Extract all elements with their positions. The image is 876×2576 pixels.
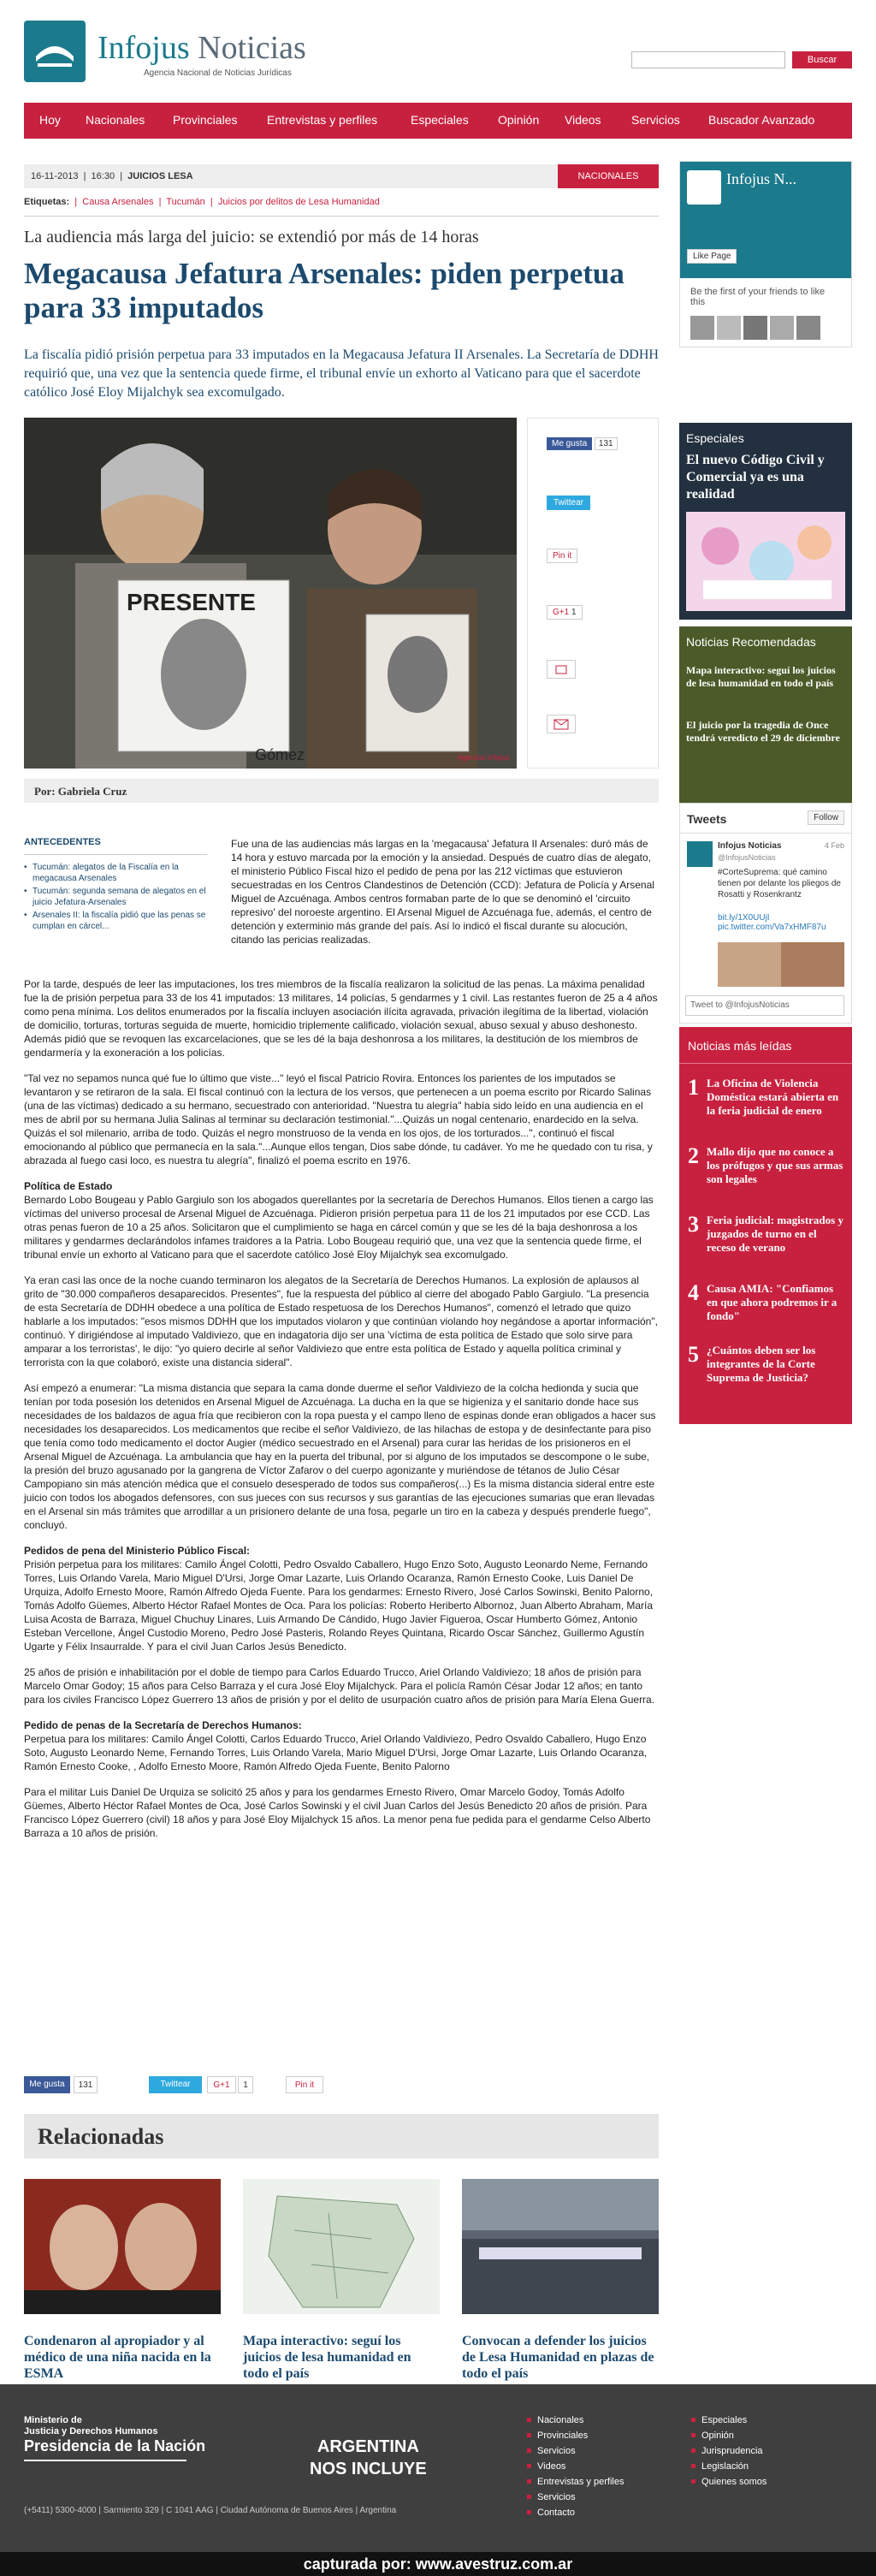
body-paragraph: Pedido de penas de la Secretaría de Derechos Humanos: Perpetua para los militares: Camilo Ángel Colotti, Carlos Eduardo Trucco, Ariel Orlando Valdiviezo, Pedro Osvaldo Caballero, Hugo Enzo Soto, Augusto Leonardo Neme, Fernando Torres, Luis Orlando Varela, Mario Miguel D'Ursi, Jorge Omar Lazarte, Luis Orlando Ocaranza, Ramón Ernesto Cooke, , Adolfo Ernesto Moore, Ramón Alfredo Ojeda Fuente, Benito Palorno <box>24 1719 648 1772</box>
logo-icon[interactable] <box>24 21 86 82</box>
gplus-button[interactable]: G+1 <box>207 2076 236 2093</box>
search-button[interactable]: Buscar <box>792 51 852 68</box>
email-icon[interactable] <box>547 715 576 733</box>
facebook-like-page-button[interactable]: Like Page <box>687 249 737 264</box>
antecedentes-title: ANTECEDENTES <box>24 837 207 855</box>
section-heading: Pedidos de pena del Ministerio Público Fiscal: <box>24 1545 251 1557</box>
especiales-label: Especiales <box>686 431 744 445</box>
article-body <box>24 977 659 1852</box>
body-paragraph: "Tal vez no sepamos nunca qué fue lo último que viste..." leyó el fiscal Patricio Rovira. Entonces los parientes de los imputados se levantaron y se retiraron de la sala. El fiscal continuó con la lectura de los versos, que pertenecen a un poema escrito por Ricardo Salinas (una de las víctimas) dedicado a su hermano, secuestrado con anterioridad. "Nuestra tu alegría" había sido leído en una audiencia en el mes de abril por su hermana Julia Salinas al terminar su declaración testimonial."...Quizás un nogal centenario, enardecido en la selva. Quizás el sol milenario, arriba de todo. Quizás el negro monstruoso de la venda en los ojos, de los torturados...", continuó el fiscal emocionando al público que permanecía en la sala."...Aunque ellos tengan, Dios sabe dónde, tu cadáver. Yo me he quedado con tu risa, y abrazada al fuego casi loco, es nuestra tu alegría", finalizó el poema escrito en 1976. <box>24 1072 653 1166</box>
related-thumbnail[interactable] <box>243 2179 440 2314</box>
tag-link[interactable]: Causa Arsenales <box>82 197 154 207</box>
divider <box>680 833 851 834</box>
fb-like-button[interactable]: Me gusta 131 <box>547 439 618 448</box>
nav-opinion[interactable]: Opinión <box>498 113 540 127</box>
article-body-intro: Fue una de las audiencias más largas en la 'megacausa' Jefatura II Arsenales: duró más de 14 hora y estuvo marcada por la emoción y la ansiedad. Después de cuatro días de alegato, el ministerio Público Fiscal hizo el pedido de pena por las 212 víctimas que estuvieron secuestradas en los Centros Clandestinos de Detención (CCD): Jefatura de Policía y Arsenal Miguel de Azcuénaga. Ambos centros formaban parte de lo que se denominó el 'circuito represivo' del noroeste argentino. El Arsenal Miguel de Azcuénaga fue, además, el centro de detención y exterminio más grande del país. Así lo indicó el fiscal durante su alocución, citando las pericias realizadas. <box>231 838 654 946</box>
section-heading: Pedido de penas de la Secretaría de Derechos Humanos: <box>24 1719 302 1731</box>
mas-leidas-label: Noticias más leídas <box>688 1039 792 1053</box>
especiales-widget[interactable] <box>679 423 852 620</box>
facebook-page-name[interactable]: Infojus N... <box>726 170 796 187</box>
photo-name-text: Gómez <box>255 746 305 763</box>
related-title[interactable]: Condenaron al apropiador y al médico de una niña nacida en la ESMA <box>24 2334 211 2381</box>
facebook-avatar <box>687 170 721 205</box>
section-heading: Política de Estado <box>24 1180 113 1192</box>
nav-nacionales[interactable]: Nacionales <box>86 113 145 127</box>
nav-servicios[interactable]: Servicios <box>631 113 680 127</box>
especiales-title[interactable]: El nuevo Código Civil y Comercial ya es una realidad <box>686 453 825 502</box>
tags-label: Etiquetas: <box>24 197 70 207</box>
pinterest-button[interactable]: Pin it <box>286 2076 323 2093</box>
body-paragraph: Para el militar Luis Daniel De Urquiza se solicitó 25 años y para los gendarmes Ernesto Rivero, Omar Marcelo Godoy, Tomás Adolfo Güemes, Alberto Héctor Rafael Montes de Oca, José Carlos Sowinski y el civil Juan Carlos del Jesús Benedicto 20 años de prisión. Para Francisco López Guerrero (civil) 18 años y para José Eloy Mijalchyck 15 años. La menor pena fue pedida para el gendarme Celso Alberto Barraza a 10 años de prisión. <box>24 1786 651 1839</box>
facebook-friends <box>690 316 841 341</box>
share-bar-bottom <box>24 2076 659 2095</box>
related-header: Relacionadas <box>24 2114 659 2158</box>
author-byline: Por: Gabriela Cruz <box>24 779 659 803</box>
print-icon[interactable] <box>547 660 576 679</box>
article-title: Megacausa Jefatura Arsenales: piden perpetua para 33 imputados <box>24 257 624 324</box>
photo-sign-text: PRESENTE <box>127 589 256 615</box>
photo-credit: Agencia Infojus <box>457 753 510 762</box>
footer-link[interactable]: Jurisprudencia <box>691 2446 766 2456</box>
footer-link[interactable]: Servicios <box>527 2446 624 2456</box>
footer-link[interactable]: Nacionales <box>527 2415 624 2425</box>
tweet-handle[interactable]: @InfojusNoticias <box>718 853 776 862</box>
footer-links-col-a <box>527 2415 624 2523</box>
tweet-to-input[interactable]: Tweet to @InfojusNoticias <box>685 995 844 1016</box>
footer-link[interactable]: Provinciales <box>527 2431 624 2441</box>
footer-link[interactable]: Servicios <box>527 2492 624 2502</box>
article-kicker: La audiencia más larga del juicio: se extendió por más de 14 horas <box>24 228 479 246</box>
mas-leidas-widget: Noticias más leídas 1 La Oficina de Violencia Doméstica estará abierta en la feria judicial de enero 2 Mallo dijo que no conoce a los prófugos y que sus armas son legales 3 Feria judicial: magistrados y juzgados de turno en el receso de verano 4 Causa AMIA: "Confiamos en que ahora podremos ir a fondo" 5 ¿Cuántos deben ser los integrantes de la Corte Suprema de Justicia? <box>679 1027 852 1424</box>
tag-link[interactable]: Juicios por delitos de Lesa Humanidad <box>217 197 380 207</box>
nav-buscador-avanzado[interactable]: Buscador Avanzado <box>708 113 815 127</box>
related-title[interactable]: Convocan a defender los juicios de Lesa Humanidad en plazas de todo el país <box>462 2334 654 2381</box>
tweet-link[interactable]: bit.ly/1X0UUjI pic.twitter.com/Va7xHMF87u <box>718 913 826 932</box>
section-badge[interactable]: NACIONALES <box>558 164 659 188</box>
fb-like-button[interactable]: Me gusta <box>24 2076 70 2093</box>
footer-links-col-b <box>691 2415 766 2492</box>
footer-link[interactable]: Especiales <box>691 2415 766 2425</box>
footer-link[interactable]: Legislación <box>691 2461 766 2472</box>
recomendadas-widget <box>679 626 852 804</box>
footer-link[interactable]: Videos <box>527 2461 624 2472</box>
footer-address: (+5411) 5300-4000 | Sarmiento 329 | C 1041 AAG | Ciudad Autónoma de Buenos Aires | Argentina <box>24 2506 397 2515</box>
body-paragraph: Política de Estado Bernardo Lobo Bougeau y Pablo Gargiulo son los abogados querellantes por la secretaría de Derechos Humanos. Ellos tienen a cargo las víctimas del universo procesal de Arsenal Miguel de Azcuénaga. Pidieron prisión perpetua para 11 de los 21 imputados por ese CCD. Las otras penas fueron de 10 a 25 años. Solicitaron que el cumplimiento se haga en cárcel común y que se les dé la baja deshonrosa a los militares y gendarmes declarándolos infames traidores a la Patria. Lobo Bougeau requirió que, una vez que la sentencia quede firme, el tribunal envíe un exhorto al Vaticano para que el sacerdote católico José Eloy Mijalchyk sea excomulgado. <box>24 1180 654 1261</box>
article-meta: 16-11-2013 | 16:30 | JUICIOS LESA <box>31 171 193 181</box>
antecedentes-link[interactable]: • Tucumán: segunda semana de alegatos en el juicio Jefatura-Arsenales <box>24 886 207 908</box>
body-paragraph: 25 años de prisión e inhabilitación por el doble de tiempo para Carlos Eduardo Trucco, Ariel Orlando Valdiviezo; 18 años de prisión para Marcelo Omar Godoy; 15 años para Celso Barraza y el cura José Eloy Mijalchyck. Para el policía Ramón César Jodar 12 años; en tanto para los civiles Francisco López Guerrero 13 años de prisión y por el delito de usurpación cuatro años de prisión para María Elena Guerra. <box>24 1666 655 1706</box>
related-thumbnail[interactable] <box>462 2179 659 2314</box>
related-item[interactable] <box>24 2179 221 2382</box>
related-title[interactable]: Mapa interactivo: seguí los juicios de lesa humanidad en todo el país <box>243 2334 411 2381</box>
footer-link[interactable]: Contacto <box>527 2508 624 2518</box>
related-item[interactable] <box>243 2179 440 2382</box>
article-photo <box>24 418 517 769</box>
footer-link[interactable]: Quienes somos <box>691 2477 766 2487</box>
recomendadas-label: Noticias Recomendadas <box>686 635 816 649</box>
antecedentes-link[interactable]: • Arsenales II: la fiscalía pidió que las penas se cumplan en cárcel... <box>24 910 207 932</box>
twitter-widget <box>679 803 852 1024</box>
gplus-button[interactable]: G+1 1 <box>547 605 583 620</box>
share-sidebar <box>527 418 659 769</box>
especiales-image[interactable] <box>686 512 845 611</box>
tweet-date: 4 Feb <box>824 841 844 850</box>
body-paragraph: Así empezó a enumerar: "La misma distancia que separa la cama donde duerme el señor Valdiviezo de la colcha hedionda y sucia que tenían por toda posesión los detenidos en Arsenal Miguel de Azcuénaga. La ducha en la que se higieniza y el sanitario donde hace sus necesidades de los baldazos de agua fría que recibieron con la ropa puesta y el campo lleno de espinas donde eran obligados a hacer sus necesidades los desaparecidos. Los medicamentos que recibe el señor Valdiviezo, de las hilachas de estopa y de desinfectante para piso que tenía como todo medicamento el doctor Augier (médico secuestrado en el Arsenal) para curar las heridas de los prisioneros en el Arsenal Miguel de Azcuénaga. La ambulancia que hay en la puerta del tribunal, por si alguno de los imputados se descompone o le sube, la presión del bruzo agusanado por la gangrena de Víctor Zafarov o del cuerpo agonizante y muriéndose de tétanos de Julio César Campopiano sin más atención médica que el consuelo desesperado de todos sus compañeros(...) Es la misma distancia sideral entre este juicio con todos los abogados defensores, con sus jueces con sus recursos y sus garantías de las ejecuciones sumarias que eran llevadas en el Arsenal sin más trámites que arrodillar a un prisionero delante de una fosa, pegarle un tiro en la cabeza y después prenderle fuego", concluyó. <box>24 1382 656 1531</box>
divider <box>679 1063 852 1064</box>
logo-subtitle: Agencia Nacional de Noticias Jurídicas <box>144 68 292 78</box>
body-paragraph: Pedidos de pena del Ministerio Público Fiscal: Prisión perpetua para los militares: Camilo Ángel Colotti, Pedro Osvaldo Caballero, Hugo Enzo Soto, Augusto Leonardo Neme, Fernando Torres, Luis Orlando Varela, Mario Miguel D'Ursi, Jorge Omar Lazarte, Luis Orlando Ocaranza, Ramón Ernesto Cooke, Luis Daniel De Urquiza, Adolfo Ernesto Moore, Ramón Alfredo Ojeda Fuente. Para los gendarmes: Ernesto Rivero, José Carlos Sowinski, Benito Palorno, Tomás Adolfo Güemes, Alberto Héctor Rafael Montes de Oca. Para los policías: Roberto Heriberto Albornoz, Juan Alberto Abraham, María Luisa Acosta de Barraza, Miguel Chuchuy Linares, Luis Armando De Cándido, Hugo Javier Figueroa, Oscar Humberto Gómez, Antonio Esteban Vercellone, Ángel Custodio Moreno, Pedro José Pasteris, Rolando Reyes Quintana, Ricardo Oscar Sánchez, Guillermo Agustín Ugarte y Félix Insaurralde. Y para el civil Juan Carlos Jesús Benedicto. <box>24 1545 654 1653</box>
recomendada-link[interactable]: Mapa interactivo: seguí los juicios de lesa humanidad en todo el país <box>686 664 836 689</box>
logo-text[interactable]: Infojus Noticias <box>98 30 306 66</box>
divider <box>24 216 659 217</box>
related-thumbnail[interactable] <box>24 2179 221 2314</box>
nav-especiales[interactable]: Especiales <box>411 113 469 127</box>
tweet-avatar[interactable] <box>687 841 713 867</box>
related-item[interactable] <box>462 2179 659 2382</box>
pinterest-button[interactable]: Pin it <box>547 549 577 563</box>
tweet-user[interactable]: Infojus Noticias <box>718 841 782 851</box>
footer-presidencia[interactable]: Presidencia de la Nación <box>24 2437 206 2454</box>
main-nav <box>24 103 852 139</box>
antecedentes-link[interactable]: • Tucumán: alegatos de la Fiscalía en la megacausa Arsenales <box>24 862 207 884</box>
antecedentes-box <box>24 837 207 934</box>
tweet-text: #CorteSuprema: qué camino tienen por delante los pliegos de Rosatti y Rosenkrantz <box>718 868 841 899</box>
nav-hoy[interactable]: Hoy <box>39 113 61 127</box>
nav-entrevistas[interactable]: Entrevistas y perfiles <box>267 113 378 127</box>
tag-link[interactable]: Tucumán <box>166 197 205 207</box>
article-meta-bar <box>24 164 659 188</box>
gplus-count: 1 <box>238 2076 253 2093</box>
body-paragraph: Por la tarde, después de leer las imputaciones, los tres miembros de la fiscalía realizaron la solicitud de las penas. La máxima penalidad fue la de prisión perpetua para 33 de los 41 imputados: 13 militares, 14 policías, 5 gendarmes y 1 civil. Las restantes fueron de 25 a 4 años como pena mínima. Los delitos enumerados por la fiscalía incluyen asociación ilícita agravada, privación ilegítima de la libertad, violación de domicilio, torturas, torturas seguida de muerte, homicidio triplemente calificado, violación sexual, abuso sexual y abuso deshonesto. Además pidió que se revoquen las excarcelaciones, que se les dé la baja deshonrosa a los militares, la destitución de los miembros de gendarmería y la exoneración a los policías. <box>24 978 658 1059</box>
capture-watermark: capturada por: www.avestruz.com.ar <box>0 2552 876 2576</box>
site-footer <box>0 2384 876 2552</box>
tags-row: Etiquetas: | Causa Arsenales | Tucumán | Juicios por delitos de Lesa Humanidad <box>24 197 380 207</box>
twitter-button[interactable]: Twittear <box>149 2076 202 2093</box>
article-lead: La fiscalía pidió prisión perpetua para 33 imputados en la Megacausa Jefatura II Arsenales. La Secretaría de DDHH requirió que, una vez que la sentencia quede firme, el tribunal envíe un exhorto al Vaticano para que el sacerdote católico José Eloy Mijalchyk sea excomulgado. <box>24 347 659 400</box>
twitter-button[interactable]: Twittear <box>547 496 590 510</box>
tweets-label: Tweets <box>687 812 727 826</box>
footer-link[interactable]: Opinión <box>691 2431 766 2441</box>
recomendada-link[interactable]: El juicio por la tragedia de Once tendrá veredicto el 29 de diciembre <box>686 719 840 744</box>
facebook-widget <box>679 161 852 347</box>
footer-argentina-nos-incluye: ARGENTINA NOS INCLUYE <box>310 2437 427 2478</box>
body-paragraph: Ya eran casi las once de la noche cuando terminaron los alegatos de la Secretaría de Derechos Humanos. La explosión de aplausos al grito de "30.000 compañeros desaparecidos. Presentes", fue la respuesta del público al cierre del abogado Pablo Gargiulo. "La presencia de esta Secretaría de DDHH obedece a una política de Estado respetuosa de los Derechos Humanos", comenzó el letrado que quizo hablarle a los imputados: "esos mismos DDHH que los imputados violaron y que continúan violando hoy negándose a aportar información", continuó. Y dirigiéndose al imputado Valdiviezo, que en indagatoria dijo ser una 'víctima de esta política de Estado que solo sirve para amparar a los terroristas', le dijo: "yo quiero decirle al señor Valdiviezo que entre esta política de Estado y aquella política criminal y terrorista con la que colaboró, existe una distancia sideral". <box>24 1274 658 1368</box>
tweet-image[interactable] <box>718 942 844 987</box>
nav-provinciales[interactable]: Provinciales <box>173 113 238 127</box>
footer-ministerio[interactable]: Ministerio de Justicia y Derechos Humanos <box>24 2415 158 2437</box>
footer-divider <box>24 2460 186 2461</box>
photo-illustration <box>24 418 517 769</box>
facebook-cover <box>680 162 851 278</box>
fb-like-count: 131 <box>74 2076 98 2093</box>
footer-link[interactable]: Entrevistas y perfiles <box>527 2477 624 2487</box>
site-header <box>24 21 852 89</box>
nav-videos[interactable]: Videos <box>565 113 601 127</box>
search-input[interactable] <box>631 51 785 68</box>
facebook-text: Be the first of your friends to like this <box>690 287 826 307</box>
twitter-follow-button[interactable]: Follow <box>808 810 844 825</box>
